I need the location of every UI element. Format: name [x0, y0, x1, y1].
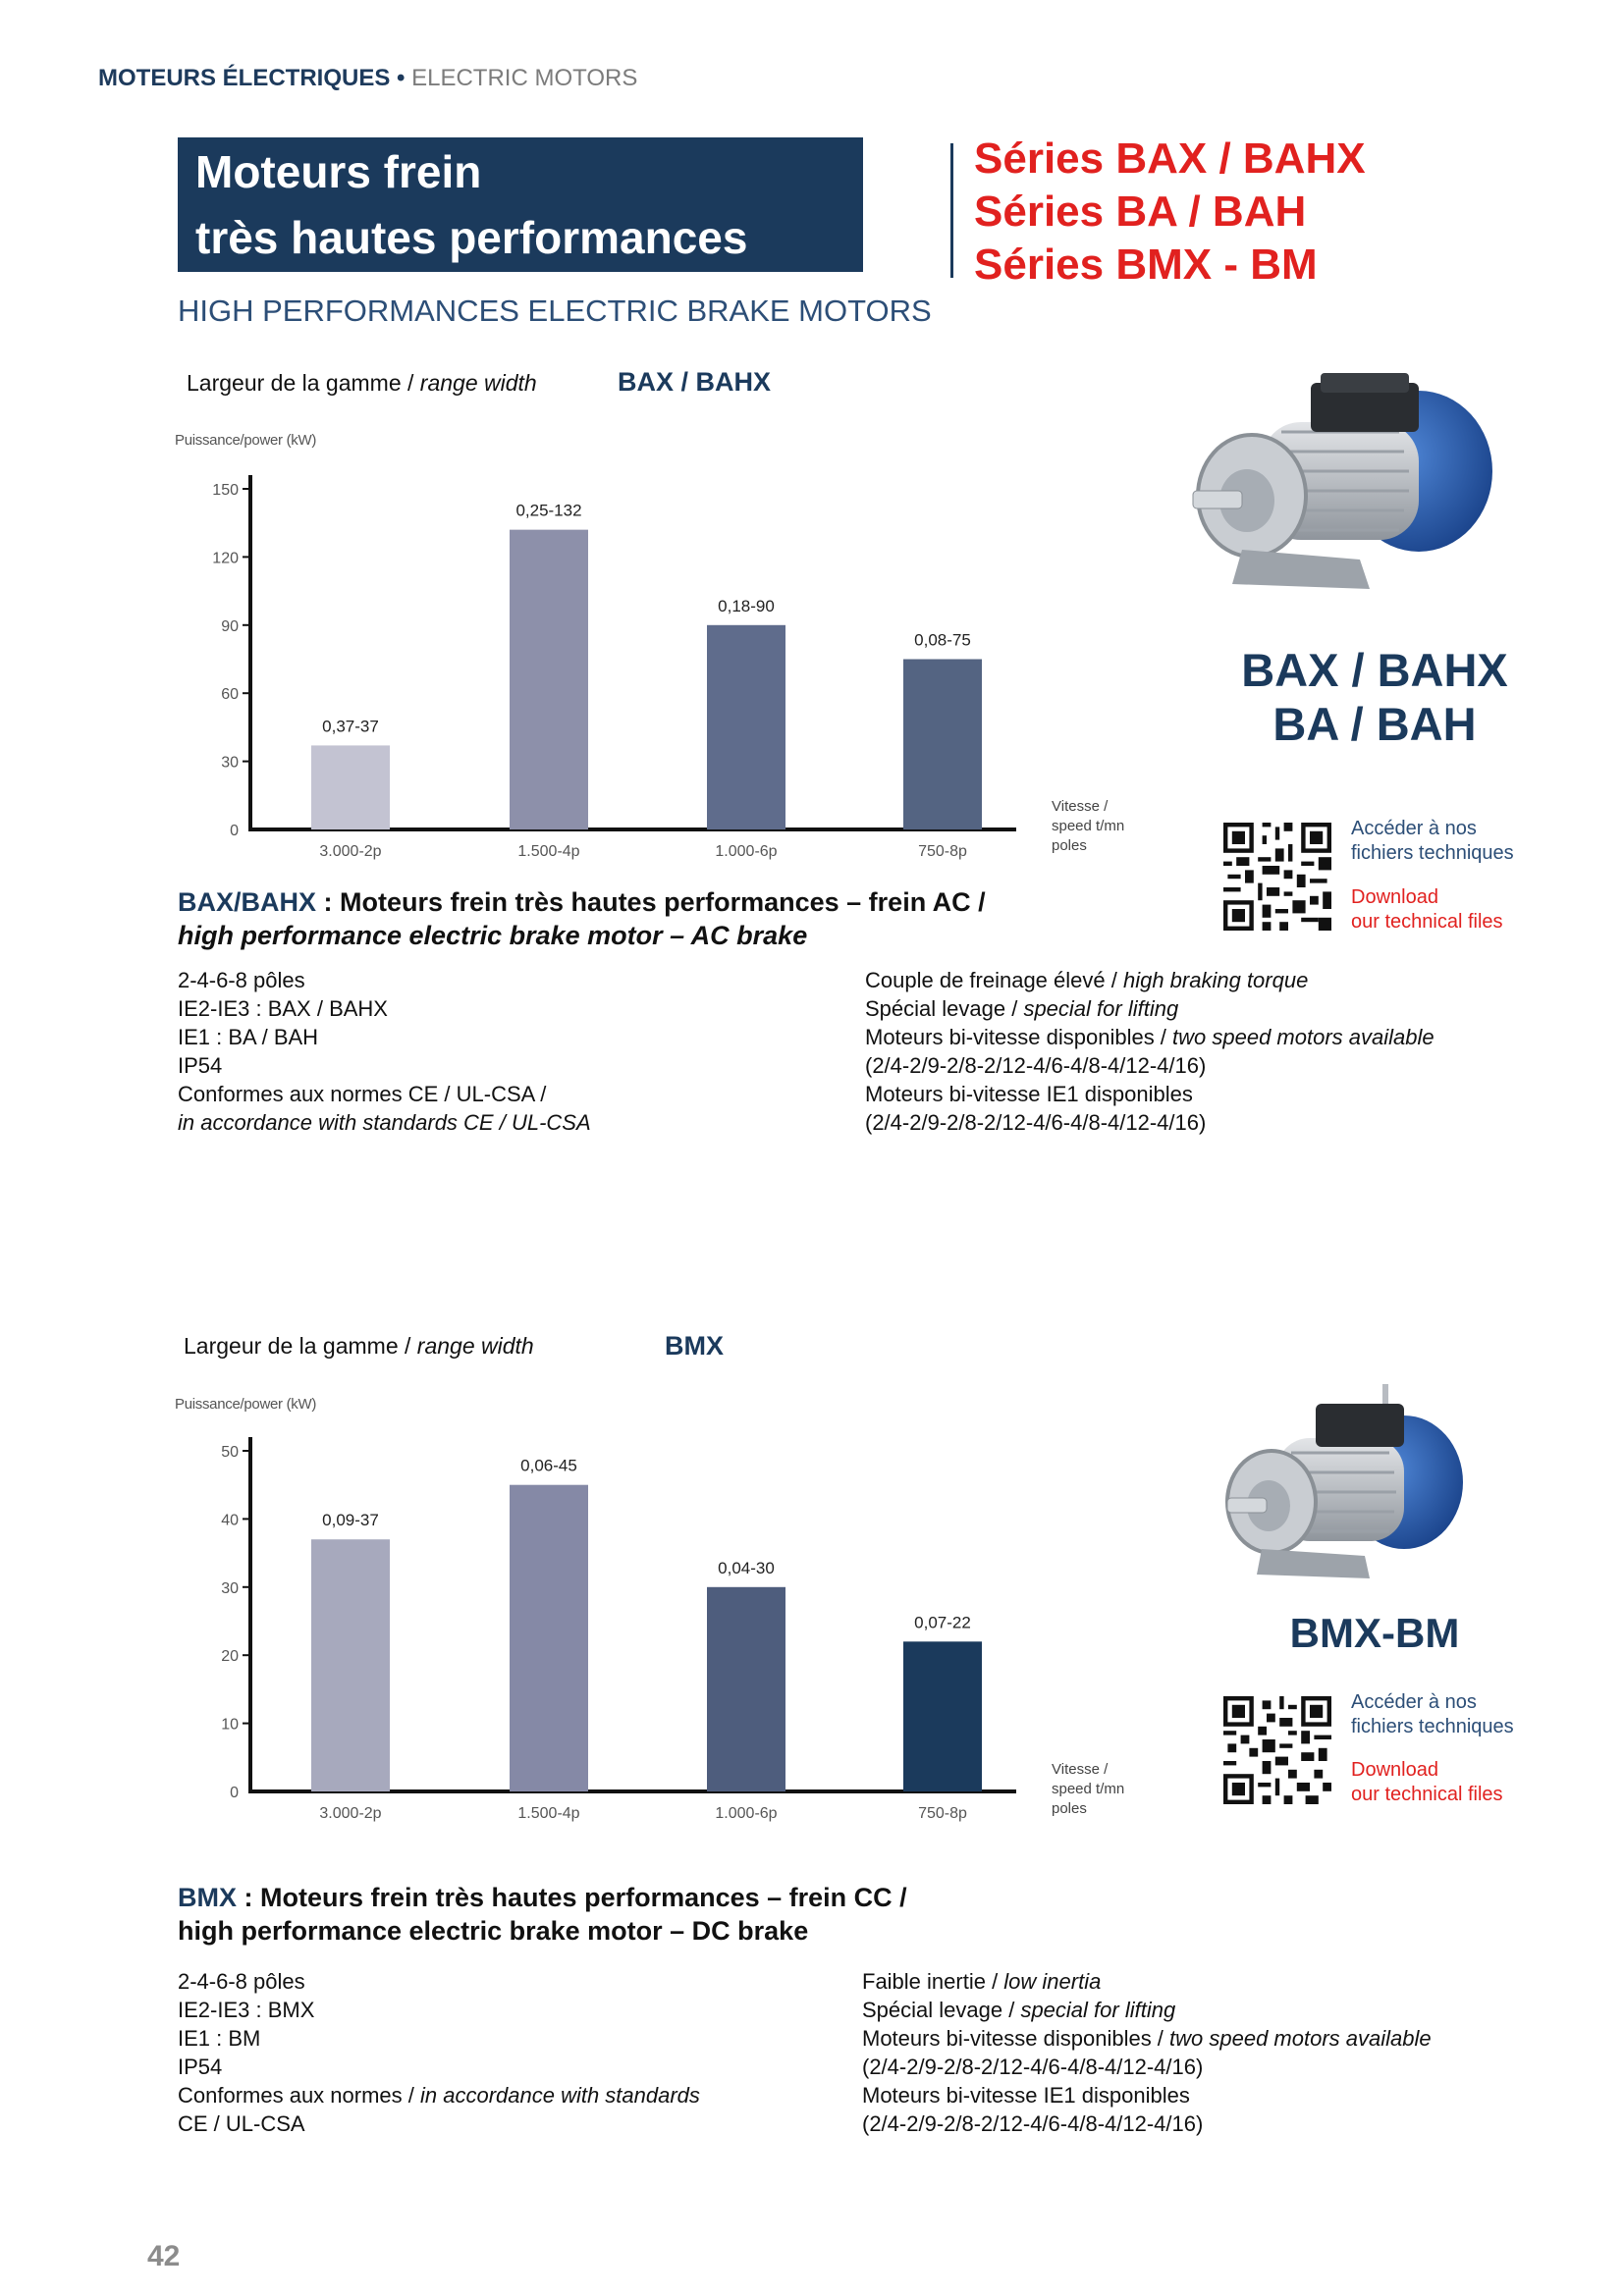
- series-line-2: Séries BA / BAH: [974, 187, 1307, 236]
- range-label-fr: Largeur de la gamme: [187, 370, 402, 396]
- features-left-2: [178, 1967, 700, 2138]
- y-tick-label: 120: [212, 550, 239, 567]
- speed-label-line3: poles: [1052, 837, 1087, 854]
- page-title-line1: Moteurs frein: [195, 146, 482, 197]
- product-label-1: BAX / BAHX: [1241, 644, 1508, 696]
- data-label: 0,06-45: [520, 1456, 577, 1475]
- description-en-2: high performance electric brake motor – DC brake: [178, 1916, 809, 1946]
- feature-ie1-bispeed-2: Moteurs bi-vitesse IE1 disponibles: [862, 2083, 1190, 2108]
- category-label: 1.000-6p: [715, 1805, 778, 1822]
- power-range-chart-2: [191, 1433, 1075, 1836]
- feature-ip: IP54: [178, 1053, 223, 1078]
- running-header: [98, 65, 637, 92]
- category-label: 750-8p: [918, 843, 967, 860]
- bar-750-8p: [903, 660, 982, 830]
- feature-ie1-list-2: (2/4-2/9-2/8-2/12-4/6-4/8-4/12-4/16): [862, 2111, 1204, 2136]
- y-tick-label: 20: [221, 1648, 239, 1666]
- y-tick-label: 150: [212, 482, 239, 499]
- feature-bispeed-en: two speed motors available: [1172, 1025, 1435, 1049]
- chart-family-label-2: BMX: [665, 1331, 724, 1361]
- feature-ie1-2: IE1 : BM: [178, 2026, 261, 2051]
- link-fr-line2-2: fichiers techniques: [1351, 1716, 1514, 1737]
- feature-norms-en: in accordance with standards CE / UL-CSA: [178, 1110, 591, 1135]
- feature-lifting-fr-2: Spécial levage /: [862, 1998, 1021, 2022]
- speed-label-line3-2: poles: [1052, 1800, 1087, 1817]
- speed-label-line1: Vitesse /: [1052, 798, 1109, 815]
- y-tick-label: 0: [230, 1785, 239, 1801]
- y-tick-label: 30: [221, 754, 239, 772]
- feature-ip-2: IP54: [178, 2055, 223, 2079]
- bar-1.500-4p: [510, 1485, 588, 1791]
- power-axis-label-2: Puissance/power (kW): [175, 1396, 317, 1413]
- features-right: [865, 966, 1435, 1137]
- category-label: 1.500-4p: [517, 1805, 580, 1822]
- data-label: 0,09-37: [322, 1511, 379, 1530]
- category-label: 750-8p: [918, 1805, 967, 1822]
- feature-poles: 2-4-6-8 pôles: [178, 968, 305, 992]
- category-label: 1.000-6p: [715, 843, 778, 860]
- data-label: 0,25-132: [515, 501, 582, 520]
- feature-norms-fr-2: Conformes aux normes /: [178, 2083, 420, 2108]
- feature-norms-en-2: CE / UL-CSA: [178, 2111, 305, 2136]
- title-box: [178, 137, 863, 272]
- link-fr-line1: Accéder à nos: [1351, 818, 1477, 839]
- power-axis-label: Puissance/power (kW): [175, 432, 317, 449]
- technical-files-link-fr[interactable]: [1351, 817, 1514, 866]
- technical-files-link-en[interactable]: [1351, 885, 1503, 934]
- link-en-line2: our technical files: [1351, 911, 1503, 933]
- y-tick-label: 50: [221, 1444, 239, 1461]
- feature-torque-en: high braking torque: [1122, 968, 1309, 992]
- feature-norms-fr-en-2: in accordance with standards: [419, 2083, 700, 2108]
- feature-bispeed-list-2: (2/4-2/9-2/8-2/12-4/6-4/8-4/12-4/16): [862, 2055, 1204, 2079]
- bar-1.000-6p: [707, 1587, 785, 1791]
- feature-ie: IE2-IE3 : BAX / BAHX: [178, 996, 388, 1021]
- features-left: [178, 966, 591, 1137]
- feature-bispeed-en-2: two speed motors available: [1169, 2026, 1432, 2051]
- feature-bispeed-list: (2/4-2/9-2/8-2/12-4/6-4/8-4/12-4/16): [865, 1053, 1207, 1078]
- link-fr-line1-2: Accéder à nos: [1351, 1691, 1477, 1713]
- range-label-en: range width: [419, 370, 537, 396]
- feature-bispeed-fr-2: Moteurs bi-vitesse disponibles /: [862, 2026, 1170, 2051]
- link-fr-line2: fichiers techniques: [1351, 842, 1514, 864]
- range-label-en-2: range width: [416, 1333, 534, 1359]
- y-tick-label: 60: [221, 686, 239, 704]
- y-tick-label: 90: [221, 617, 239, 635]
- description-key-2: BMX: [178, 1883, 237, 1912]
- feature-norms-fr: Conformes aux normes CE / UL-CSA /: [178, 1082, 547, 1106]
- header-separator: •: [397, 65, 406, 91]
- feature-bispeed-fr: Moteurs bi-vitesse disponibles /: [865, 1025, 1173, 1049]
- page-number: 42: [147, 2240, 181, 2272]
- category-label: 3.000-2p: [319, 843, 382, 860]
- product-description: [178, 885, 986, 952]
- category-label: 1.500-4p: [517, 843, 580, 860]
- description-fr-2: : Moteurs frein très hautes performances – frein CC /: [237, 1883, 907, 1912]
- category-label: 3.000-2p: [319, 1805, 382, 1822]
- bar-750-8p: [903, 1641, 982, 1791]
- feature-ie1-list: (2/4-2/9-2/8-2/12-4/6-4/8-4/12-4/16): [865, 1110, 1207, 1135]
- feature-lifting-fr: Spécial levage /: [865, 996, 1024, 1021]
- brake-motor-icon: [1173, 363, 1527, 628]
- bar-3.000-2p: [311, 1539, 390, 1791]
- range-label-sep-2: /: [398, 1333, 417, 1359]
- speed-axis-label: [1052, 797, 1124, 856]
- header-section-fr: MOTEURS ÉLECTRIQUES: [98, 65, 391, 91]
- data-label: 0,37-37: [322, 717, 379, 736]
- power-range-chart: [191, 471, 1075, 874]
- range-label-sep: /: [401, 370, 420, 396]
- product-label-3: BMX-BM: [1289, 1610, 1460, 1656]
- title-divider: [950, 143, 953, 278]
- data-label: 0,18-90: [718, 596, 775, 615]
- technical-files-link-en-2[interactable]: [1351, 1758, 1503, 1807]
- link-en-line1: Download: [1351, 886, 1438, 908]
- range-width-label: [187, 370, 537, 397]
- feature-ie1: IE1 : BA / BAH: [178, 1025, 319, 1049]
- header-section-en: ELECTRIC MOTORS: [411, 65, 638, 91]
- feature-lifting-en-2: special for lifting: [1020, 1998, 1176, 2022]
- page-title-line2: très hautes performances: [195, 212, 748, 263]
- description-fr: : Moteurs frein très hautes performances – frein AC /: [316, 887, 986, 917]
- technical-files-link-fr-2[interactable]: [1351, 1690, 1514, 1739]
- data-label: 0,04-30: [718, 1558, 775, 1577]
- bar-3.000-2p: [311, 745, 390, 829]
- product-label-2: BA / BAH: [1272, 698, 1477, 750]
- feature-inertia-en: low inertia: [1003, 1969, 1102, 1994]
- series-line-1: Séries BAX / BAHX: [974, 134, 1366, 183]
- feature-ie1-bispeed: Moteurs bi-vitesse IE1 disponibles: [865, 1082, 1193, 1106]
- product-description-2: [178, 1881, 907, 1948]
- link-en-line1-2: Download: [1351, 1759, 1438, 1781]
- speed-label-line2: speed t/mn: [1052, 818, 1125, 834]
- feature-torque-fr: Couple de freinage élevé /: [865, 968, 1123, 992]
- y-tick-label: 30: [221, 1579, 239, 1597]
- speed-axis-label-2: [1052, 1760, 1124, 1819]
- brake-motor-icon-2: [1208, 1384, 1492, 1620]
- feature-inertia-fr: Faible inertie /: [862, 1969, 1004, 1994]
- description-key: BAX/BAHX: [178, 887, 317, 917]
- y-tick-label: 10: [221, 1716, 239, 1734]
- feature-ie-2: IE2-IE3 : BMX: [178, 1998, 315, 2022]
- link-en-line2-2: our technical files: [1351, 1784, 1503, 1805]
- speed-label-line2-2: speed t/mn: [1052, 1781, 1125, 1797]
- speed-label-line1-2: Vitesse /: [1052, 1761, 1109, 1778]
- range-label-fr-2: Largeur de la gamme: [184, 1333, 399, 1359]
- y-tick-label: 40: [221, 1512, 239, 1529]
- bar-1.000-6p: [707, 625, 785, 829]
- page-subtitle: HIGH PERFORMANCES ELECTRIC BRAKE MOTORS: [178, 294, 932, 328]
- qr-code-icon[interactable]: [1223, 823, 1331, 931]
- features-right-2: [862, 1967, 1432, 2138]
- qr-code-icon-2[interactable]: [1223, 1696, 1331, 1804]
- series-line-3: Séries BMX - BM: [974, 240, 1318, 289]
- feature-poles-2: 2-4-6-8 pôles: [178, 1969, 305, 1994]
- feature-lifting-en: special for lifting: [1023, 996, 1179, 1021]
- y-tick-label: 0: [230, 823, 239, 839]
- range-width-label-2: [184, 1333, 534, 1360]
- data-label: 0,08-75: [914, 630, 971, 650]
- data-label: 0,07-22: [914, 1613, 971, 1632]
- description-en: high performance electric brake motor – AC brake: [178, 921, 808, 950]
- chart-family-label: BAX / BAHX: [618, 367, 772, 397]
- bar-1.500-4p: [510, 530, 588, 829]
